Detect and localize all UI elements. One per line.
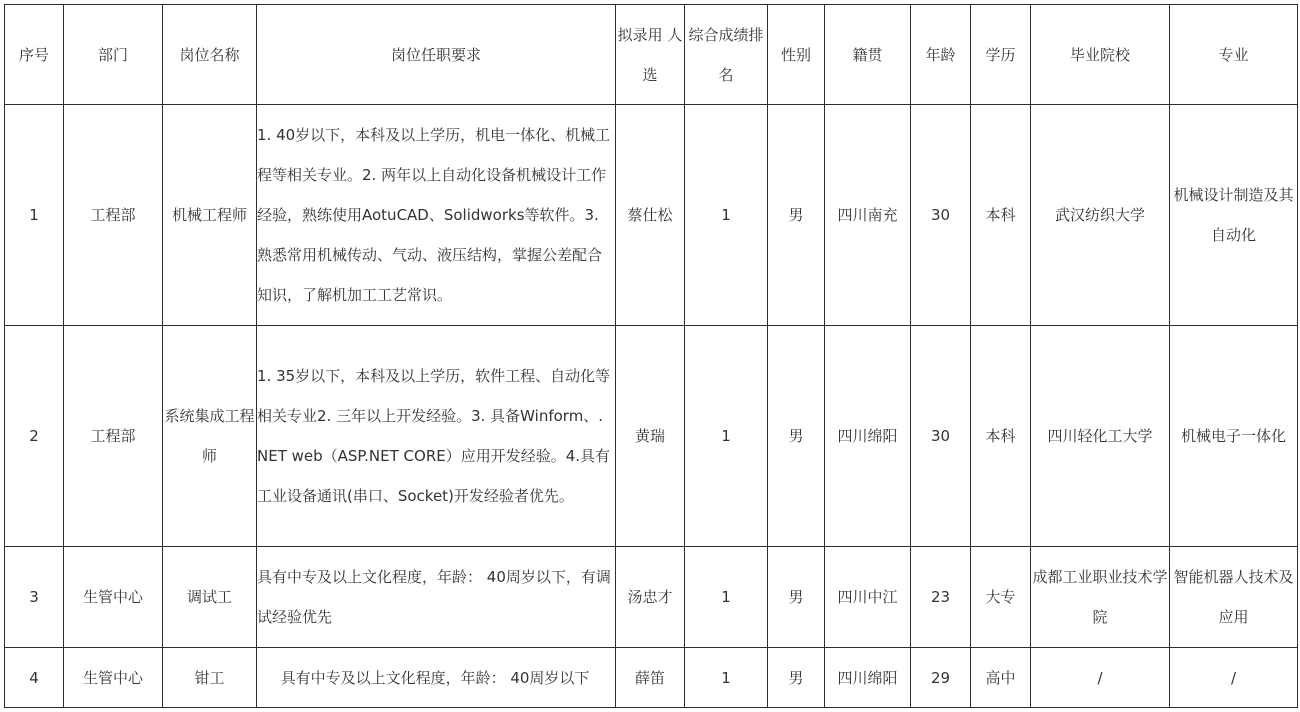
- header-education: 学历: [971, 5, 1031, 105]
- cell-origin: 四川绵阳: [825, 648, 911, 708]
- cell-origin: 四川中江: [825, 547, 911, 648]
- cell-seq: 2: [5, 326, 64, 547]
- header-position: 岗位名称: [163, 5, 257, 105]
- cell-rank: 1: [685, 326, 768, 547]
- recruitment-table: [4, 4, 1298, 708]
- cell-major: /: [1170, 648, 1298, 708]
- cell-education: 大专: [971, 547, 1031, 648]
- cell-rank: 1: [685, 648, 768, 708]
- cell-position: 调试工: [163, 547, 257, 648]
- header-origin: 籍贯: [825, 5, 911, 105]
- cell-candidate: 薛笛: [616, 648, 685, 708]
- cell-school: 四川轻化工大学: [1031, 326, 1170, 547]
- cell-requirements: 1. 40岁以下，本科及以上学历，机电一体化、机械工程等相关专业。2. 两年以上自动化设备机械设计工作经验，熟练使用AotuCAD、Solidworks等软件。3. 熟悉常用机械传动、气动、液压结构，掌握公差配合知识，了解机加工工艺常识。: [257, 105, 616, 326]
- cell-gender: 男: [768, 105, 825, 326]
- header-rank: 综合成绩排名: [685, 5, 768, 105]
- cell-major: 机械设计制造及其自动化: [1170, 105, 1298, 326]
- cell-age: 23: [911, 547, 971, 648]
- cell-candidate: 蔡仕松: [616, 105, 685, 326]
- header-row: [5, 5, 1298, 105]
- cell-education: 本科: [971, 326, 1031, 547]
- cell-rank: 1: [685, 105, 768, 326]
- cell-education: 高中: [971, 648, 1031, 708]
- cell-dept: 工程部: [64, 105, 163, 326]
- cell-education: 本科: [971, 105, 1031, 326]
- cell-school: /: [1031, 648, 1170, 708]
- header-seq: 序号: [5, 5, 64, 105]
- cell-requirements: 具有中专及以上文化程度，年龄： 40周岁以下，有调试经验优先: [257, 547, 616, 648]
- header-major: 专业: [1170, 5, 1298, 105]
- cell-major: 智能机器人技术及应用: [1170, 547, 1298, 648]
- cell-gender: 男: [768, 547, 825, 648]
- cell-age: 30: [911, 326, 971, 547]
- cell-dept: 生管中心: [64, 648, 163, 708]
- cell-age: 29: [911, 648, 971, 708]
- table-row: [5, 326, 1298, 547]
- cell-origin: 四川绵阳: [825, 326, 911, 547]
- cell-age: 30: [911, 105, 971, 326]
- cell-position: 机械工程师: [163, 105, 257, 326]
- header-gender: 性别: [768, 5, 825, 105]
- cell-position: 钳工: [163, 648, 257, 708]
- header-requirements: 岗位任职要求: [257, 5, 616, 105]
- cell-dept: 生管中心: [64, 547, 163, 648]
- cell-candidate: 汤忠才: [616, 547, 685, 648]
- cell-gender: 男: [768, 648, 825, 708]
- cell-seq: 3: [5, 547, 64, 648]
- header-candidate: 拟录用 人选: [616, 5, 685, 105]
- cell-school: 武汉纺织大学: [1031, 105, 1170, 326]
- table-row: [5, 105, 1298, 326]
- cell-requirements: 1. 35岁以下，本科及以上学历，软件工程、自动化等相关专业2. 三年以上开发经验。3. 具备Winform、.NET web（ASP.NET CORE）应用开发经验。4.具有工业设备通讯(串口、Socket)开发经验者优先。: [257, 326, 616, 547]
- cell-position: 系统集成工程师: [163, 326, 257, 547]
- cell-gender: 男: [768, 326, 825, 547]
- table-row: [5, 547, 1298, 648]
- cell-seq: 1: [5, 105, 64, 326]
- cell-origin: 四川南充: [825, 105, 911, 326]
- header-age: 年龄: [911, 5, 971, 105]
- cell-requirements: 具有中专及以上文化程度，年龄： 40周岁以下: [257, 648, 616, 708]
- cell-seq: 4: [5, 648, 64, 708]
- table-row: [5, 648, 1298, 708]
- cell-major: 机械电子一体化: [1170, 326, 1298, 547]
- cell-dept: 工程部: [64, 326, 163, 547]
- header-school: 毕业院校: [1031, 5, 1170, 105]
- cell-school: 成都工业职业技术学院: [1031, 547, 1170, 648]
- cell-candidate: 黄瑞: [616, 326, 685, 547]
- header-dept: 部门: [64, 5, 163, 105]
- cell-rank: 1: [685, 547, 768, 648]
